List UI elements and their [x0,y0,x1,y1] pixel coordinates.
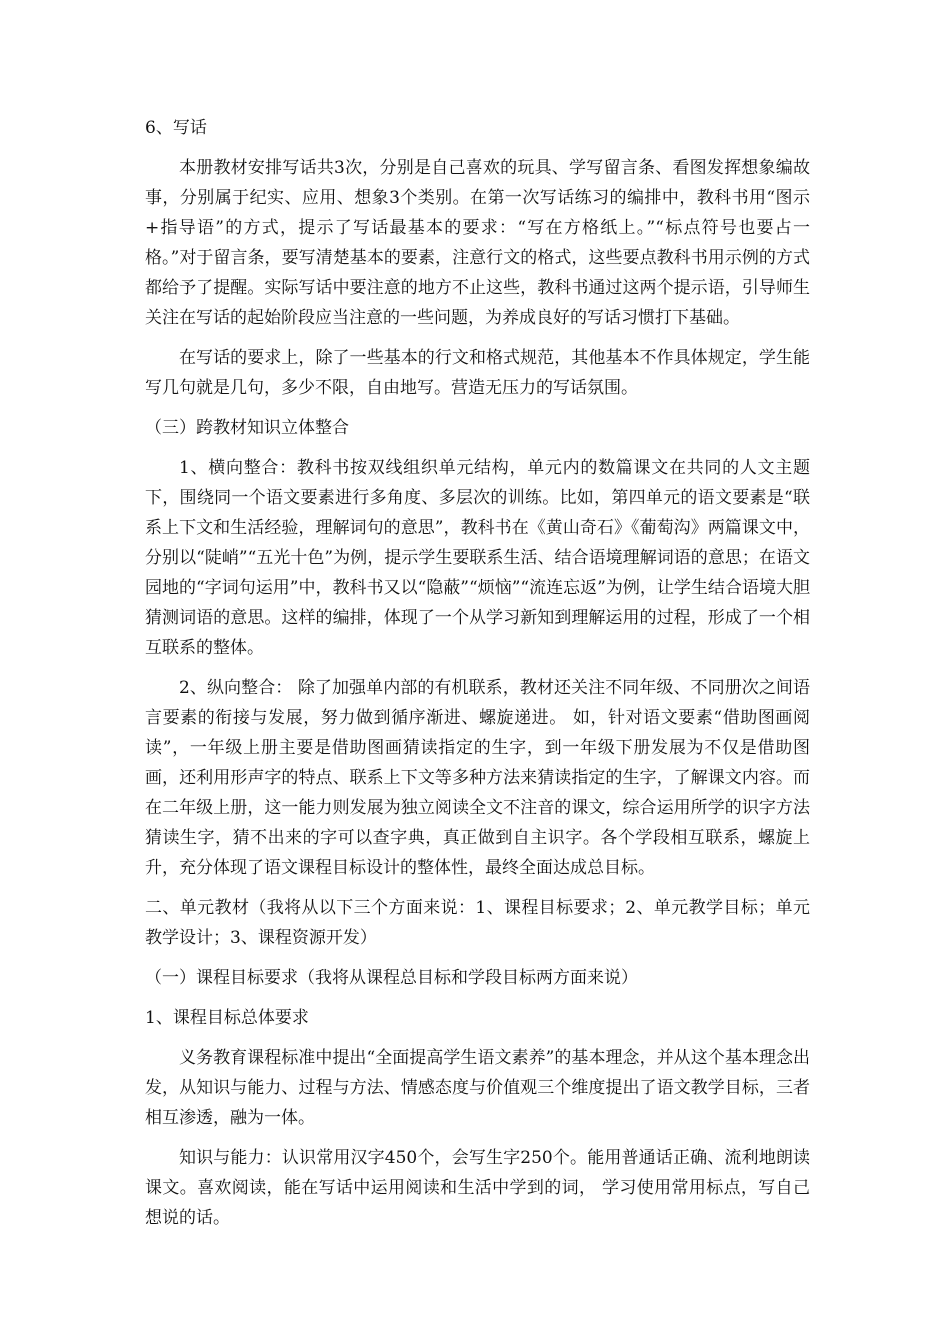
section-heading-unit-materials: 二、单元教材（我将从以下三个方面来说：1、课程目标要求；2、单元教学目标；单元教学设计；3、课程资源开发） [145,898,810,948]
paragraph-knowledge-ability: 知识与能力：认识常用汉字450个，会写生字250个。能用普通话正确、流利地朗读课文。喜欢阅读，能在写话中运用阅读和生活中学到的词， 学习使用常用标点，写自己想说的话。 [145,1148,810,1228]
paragraph-horizontal-integration: 1、横向整合：教科书按双线组织单元结构，单元内的数篇课文在共同的人文主题下，围绕同一个语文要素进行多角度、多层次的训练。比如，第四单元的语文要素是“联系上下文和生活经验，理解词句的意思”，教科书在《黄山奇石》《葡萄沟》两篇课文中，分别以“陡峭”“五光十色”为例，提示学生要联系生活、结合语境理解词语的意思；在语文园地的“字词句运用”中，教科书又以“隐蔽”“烦恼”“流连忘返”为例，让学生结合语境大胆猜测词语的意思。这样的编排，体现了一个从学习新知到理解运用的过程，形成了一个相互联系的整体。 [145,458,810,658]
paragraph-vertical-integration: 2、纵向整合： 除了加强单内部的有机联系，教材还关注不同年级、不同册次之间语言要素的衔接与发展，努力做到循序渐进、螺旋递进。 如，针对语文要素“借助图画阅读”，一年级上册主要是借助图画猜读指定的生字，到一年级下册发展为不仅是借助图画，还利用形声字的特点、联系上下文等多种方法来猜读指定的生字，了解课文内容。而在二年级上册，这一能力则发展为独立阅读全文不注音的课文，综合运用所学的识字方法猜读生字，猜不出来的字可以查字典，真正做到自主识字。各个学段相互联系，螺旋上升，充分体现了语文课程目标设计的整体性，最终全面达成总目标。 [145,678,810,878]
section-heading-integration: （三）跨教材知识立体整合 [145,418,349,438]
section-heading-overall-goals: 1、课程目标总体要求 [145,1008,309,1028]
paragraph-writing-requirements: 在写话的要求上，除了一些基本的行文和格式规范，其他基本不作具体规定，学生能写几句就是几句，多少不限，自由地写。营造无压力的写话氛围。 [145,348,810,398]
paragraph-curriculum-standard: 义务教育课程标准中提出“全面提高学生语文素养”的基本理念，并从这个基本理念出发，从知识与能力、过程与方法、情感态度与价值观三个维度提出了语文教学目标，三者相互渗透，融为一体。 [145,1048,810,1128]
section-heading-writing: 6、写话 [145,118,207,138]
section-heading-course-goals: （一）课程目标要求（我将从课程总目标和学段目标两方面来说） [145,968,638,988]
paragraph-writing-overview: 本册教材安排写话共3次，分别是自己喜欢的玩具、学写留言条、看图发挥想象编故事，分别属于纪实、应用、想象3个类别。在第一次写话练习的编排中，教科书用“图示+指导语”的方式，提示了写话最基本的要求：“写在方格纸上。”“标点符号也要占一格。”对于留言条，要写清楚基本的要素，注意行文的格式，这些要点教科书用示例的方式都给予了提醒。实际写话中要注意的地方不止这些，教科书通过这两个提示语，引导师生关注在写话的起始阶段应当注意的一些问题，为养成良好的写话习惯打下基础。 [145,158,810,328]
document-body [145,113,810,1233]
